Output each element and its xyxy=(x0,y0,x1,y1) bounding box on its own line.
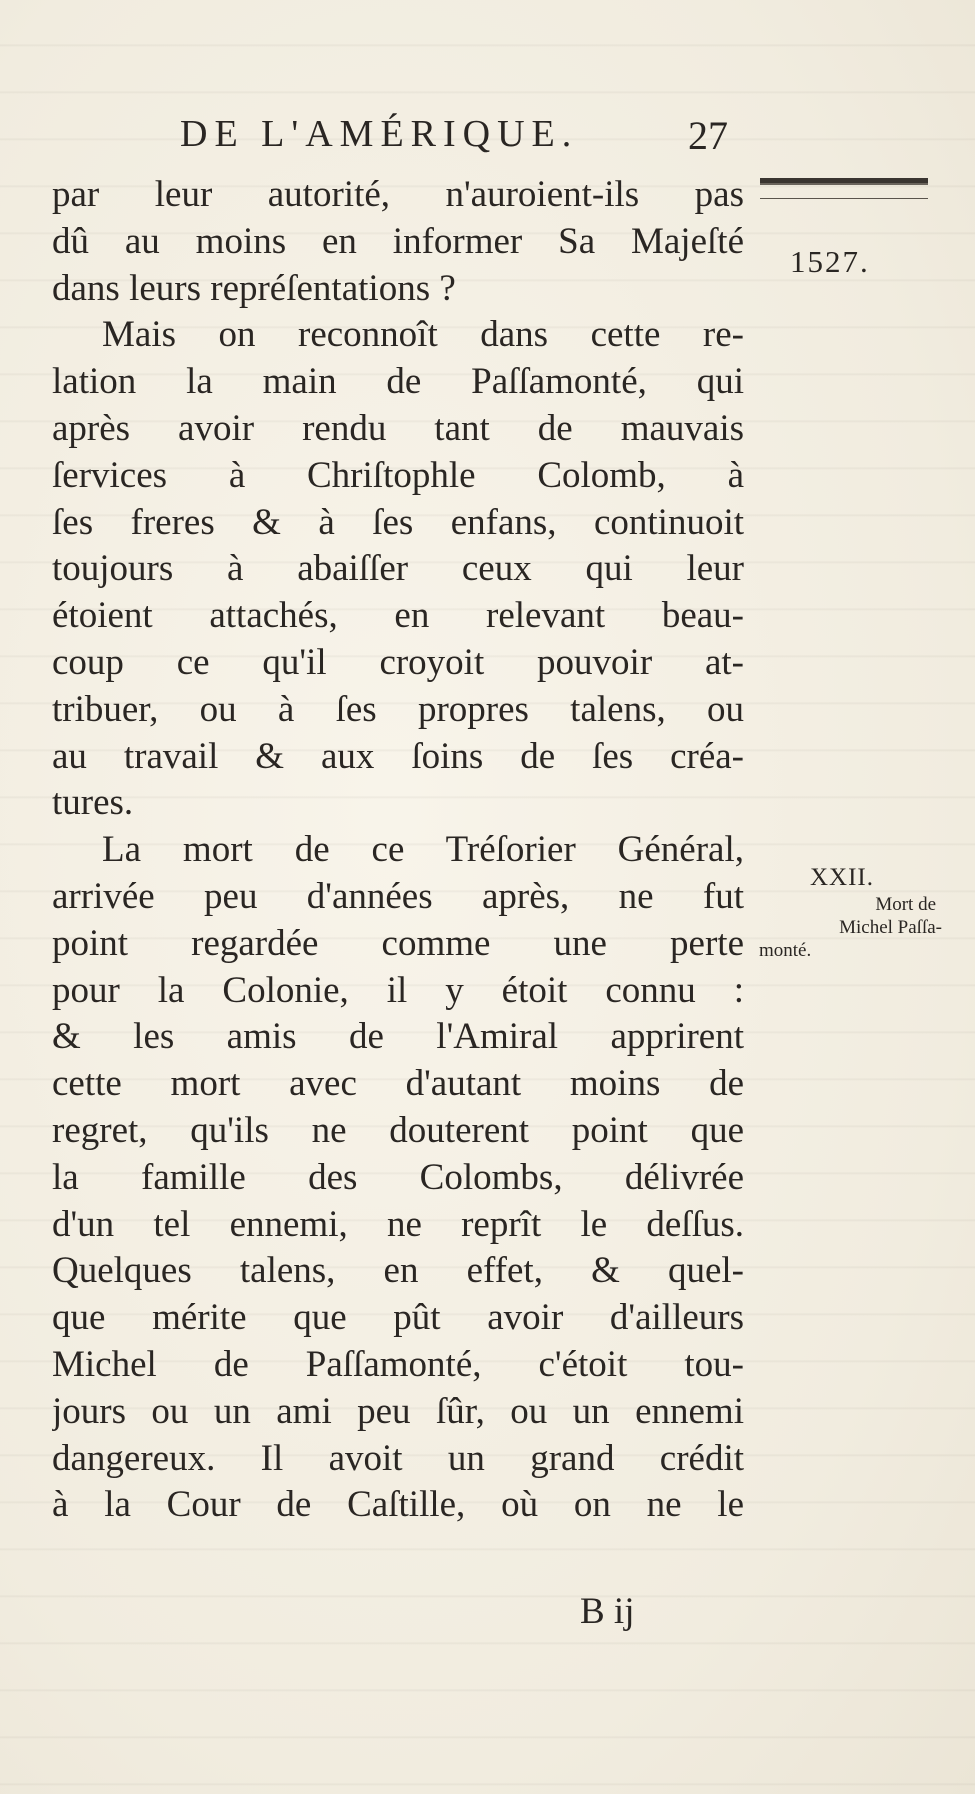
signature-mark: B ij xyxy=(580,1591,635,1632)
text-line: la famille des Colombs, délivrée xyxy=(52,1156,744,1198)
text-line: Quelques talens, en effet, & quel- xyxy=(52,1250,744,1292)
text-line: point regardée comme une perte xyxy=(52,922,744,964)
text-line: Michel de Paſſamonté, c'étoit tou- xyxy=(52,1343,744,1385)
text-line: ſervices à Chriſtophle Colomb, à xyxy=(52,454,744,496)
text-line: cette mort avec d'autant moins de xyxy=(52,1063,744,1105)
text-line: La mort de ce Tréſorier Général, xyxy=(102,829,744,871)
text-line: au travail & aux ſoins de ſes créa- xyxy=(52,735,744,777)
margin-year: 1527. xyxy=(790,244,870,279)
text-line: dans leurs repréſentations ? xyxy=(52,267,456,309)
text-line: ſes freres & à ſes enfans, continuoit xyxy=(52,501,744,543)
text-line: jours ou un ami peu ſûr, ou un ennemi xyxy=(52,1390,744,1432)
text-line: tribuer, ou à ſes propres talens, ou xyxy=(52,688,744,730)
text-line: coup ce qu'il croyoit pouvoir at- xyxy=(52,641,744,683)
margin-note-line: Mort de xyxy=(875,894,936,915)
margin-rule-thin xyxy=(760,198,928,199)
margin-note-line: Michel Paſſa- xyxy=(839,917,942,938)
text-line: lation la main de Paſſamonté, qui xyxy=(52,361,744,403)
text-line: Mais on reconnoît dans cette re- xyxy=(102,314,744,356)
text-line: d'un tel ennemi, ne reprît le deſſus. xyxy=(52,1203,744,1245)
text-line: dû au moins en informer Sa Majeſté xyxy=(52,220,744,262)
margin-rule-thick xyxy=(760,178,928,185)
text-line: que mérite que pût avoir d'ailleurs xyxy=(52,1297,744,1339)
margin-note xyxy=(756,893,942,962)
text-line: étoient attachés, en relevant beau- xyxy=(52,595,744,637)
page-number: 27 xyxy=(688,113,728,158)
body-text xyxy=(52,172,744,1529)
text-line: tures. xyxy=(52,782,134,824)
text-line: toujours à abaiſſer ceux qui leur xyxy=(52,548,744,590)
text-line: regret, qu'ils ne douterent point que xyxy=(52,1109,744,1151)
text-line: pour la Colonie, il y étoit connu : xyxy=(52,969,744,1011)
text-line: à la Cour de Caſtille, où on ne le xyxy=(52,1484,744,1526)
margin-note-line: monté. xyxy=(759,940,812,961)
running-title: DE L'AMÉRIQUE. xyxy=(180,113,579,155)
text-line: & les amis de l'Amiral apprirent xyxy=(52,1016,744,1058)
text-line: après avoir rendu tant de mauvais xyxy=(52,407,744,449)
text-line: arrivée peu d'années après, ne fut xyxy=(52,875,744,917)
text-line: dangereux. Il avoit un grand crédit xyxy=(52,1437,744,1479)
margin-section-number: XXII. xyxy=(810,864,875,891)
text-line: par leur autorité, n'auroient-ils pas xyxy=(52,174,744,215)
